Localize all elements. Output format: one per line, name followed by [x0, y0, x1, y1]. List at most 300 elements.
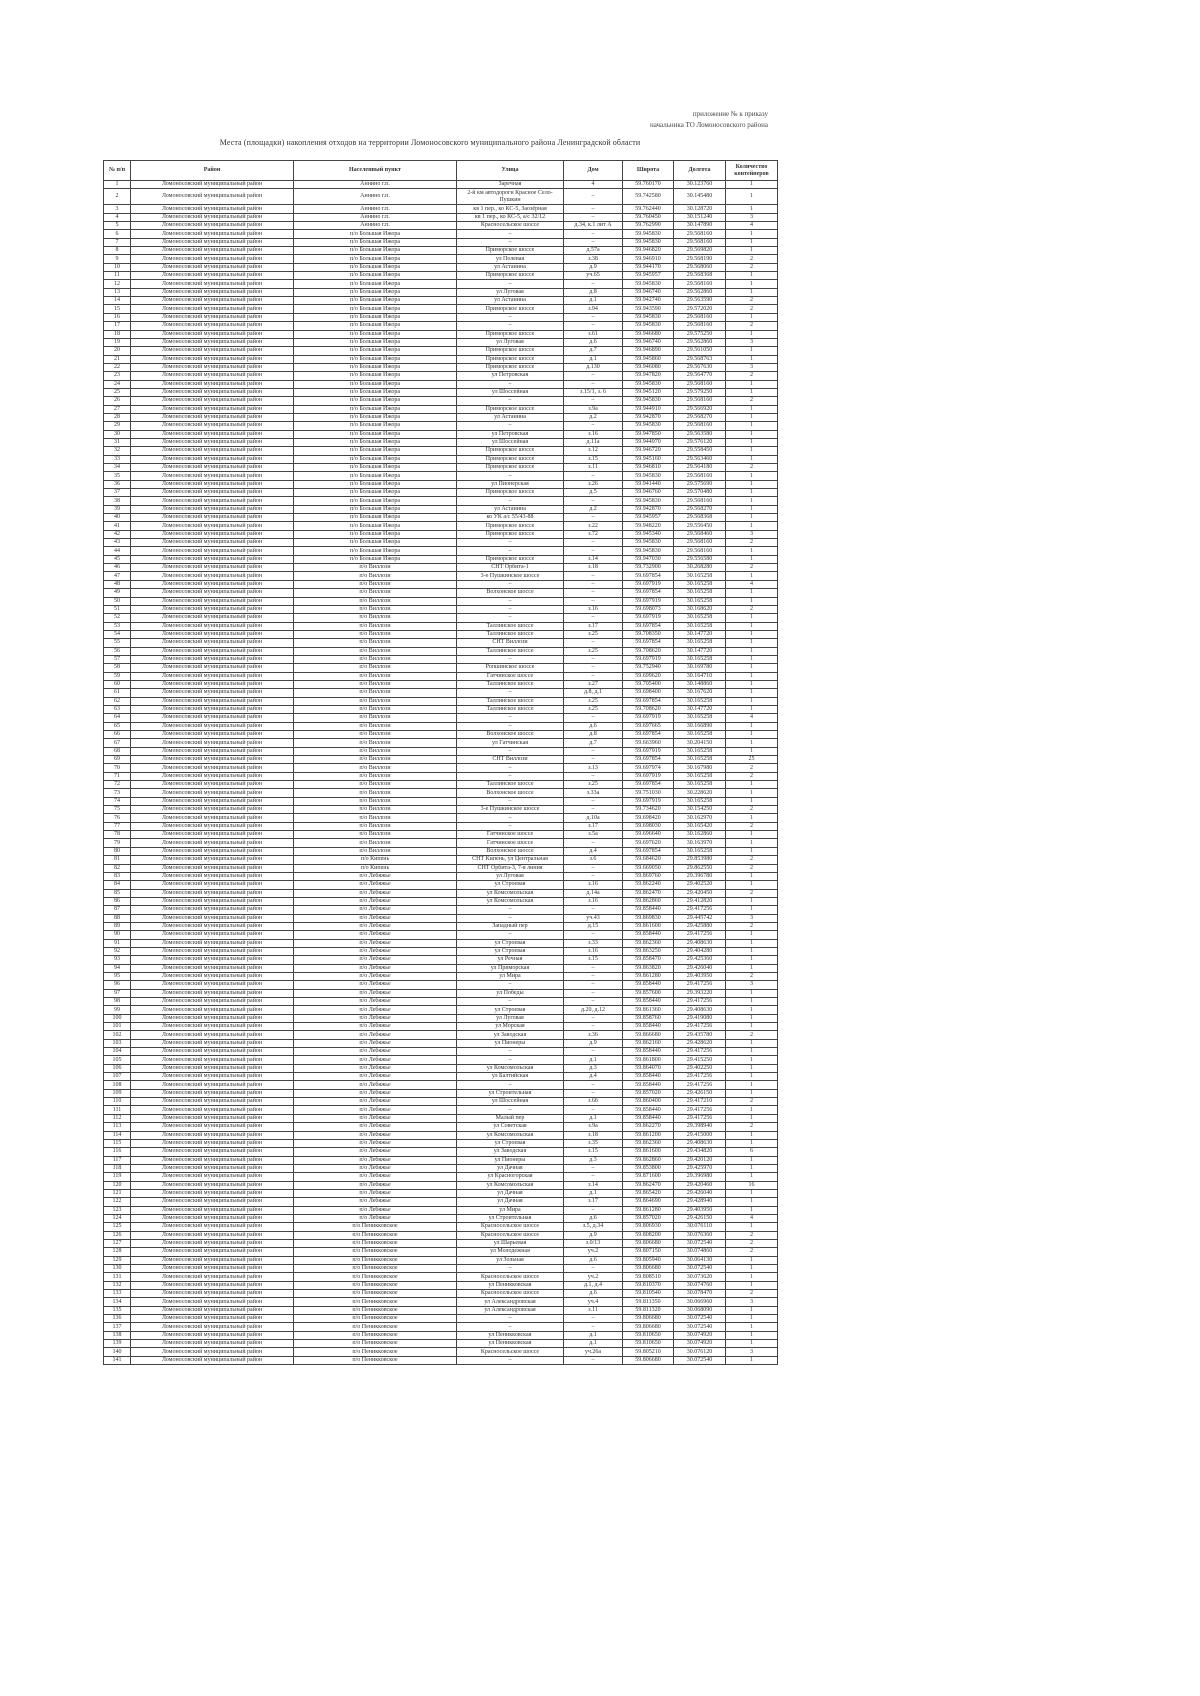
cell-street: –: [457, 280, 564, 288]
cell-container-count: 1: [726, 514, 778, 522]
cell-house: –: [564, 1081, 623, 1089]
cell-container-count: 1: [726, 489, 778, 497]
cell-district: Ломоносовский муниципальный район: [131, 1164, 294, 1172]
cell-latitude: 59.945830: [623, 238, 674, 246]
cell-latitude: 59.858440: [623, 998, 674, 1006]
cell-street: ул Заводская: [457, 1148, 564, 1156]
cell-street: Приморское шоссе: [457, 522, 564, 530]
cell-street: –: [457, 981, 564, 989]
cell-longitude: 29.412820: [674, 897, 726, 905]
cell-street: –: [457, 497, 564, 505]
cell-longitude: 30.128720: [674, 205, 726, 213]
cell-number: 14: [104, 297, 131, 305]
cell-street: Таллинское шоссе: [457, 680, 564, 688]
cell-district: Ломоносовский муниципальный район: [131, 372, 294, 380]
cell-district: Ломоносовский муниципальный район: [131, 806, 294, 814]
cell-house: з.33: [564, 939, 623, 947]
table-row: [104, 655, 778, 663]
cell-house: з.0/13: [564, 1239, 623, 1247]
cell-longitude: 30.165258: [674, 781, 726, 789]
cell-street: –: [457, 597, 564, 605]
cell-settlement: п/о Виллози: [294, 705, 457, 713]
cell-house: з.14: [564, 555, 623, 563]
cell-street: Таллинское шоссе: [457, 647, 564, 655]
cell-street: –: [457, 822, 564, 830]
cell-latitude: 59.858440: [623, 906, 674, 914]
cell-street: Приморское шоссе: [457, 405, 564, 413]
cell-settlement: п/о Лебяжье: [294, 947, 457, 955]
cell-latitude: 59.947030: [623, 555, 674, 563]
cell-street: ул Шоссейная: [457, 1098, 564, 1106]
cell-district: Ломоносовский муниципальный район: [131, 697, 294, 705]
cell-house: д.10а: [564, 814, 623, 822]
cell-house: д.3: [564, 1064, 623, 1072]
cell-longitude: 29.569820: [674, 247, 726, 255]
table-row: [104, 489, 778, 497]
cell-settlement: п/о Пеникковское: [294, 1348, 457, 1356]
cell-container-count: 1: [726, 313, 778, 321]
cell-latitude: 59.663960: [623, 739, 674, 747]
cell-settlement: п/о Виллози: [294, 847, 457, 855]
cell-latitude: 59.869830: [623, 914, 674, 922]
cell-number: 6: [104, 230, 131, 238]
cell-latitude: 59.806930: [623, 1223, 674, 1231]
cell-container-count: 1: [726, 647, 778, 655]
cell-street: –: [457, 230, 564, 238]
cell-street: Приморское шоссе: [457, 530, 564, 538]
cell-district: Ломоносовский муниципальный район: [131, 781, 294, 789]
cell-container-count: 1: [726, 1156, 778, 1164]
cell-latitude: 59.858440: [623, 981, 674, 989]
cell-latitude: 59.944970: [623, 438, 674, 446]
cell-number: 28: [104, 413, 131, 421]
table-row: [104, 522, 778, 530]
cell-container-count: 1: [726, 181, 778, 189]
cell-container-count: 2: [726, 1031, 778, 1039]
cell-house: уч.26а: [564, 1348, 623, 1356]
cell-latitude: 59.762990: [623, 222, 674, 230]
cell-latitude: 59.861800: [623, 1056, 674, 1064]
table-row: [104, 914, 778, 922]
cell-district: Ломоносовский муниципальный район: [131, 1256, 294, 1264]
cell-container-count: 2: [726, 372, 778, 380]
cell-settlement: п/о Виллози: [294, 814, 457, 822]
cell-longitude: 30.165258: [674, 697, 726, 705]
cell-district: Ломоносовский муниципальный район: [131, 714, 294, 722]
cell-house: д.34, к.1 лит А: [564, 222, 623, 230]
cell-street: ул Морская: [457, 1023, 564, 1031]
cell-latitude: 59.751030: [623, 789, 674, 797]
cell-longitude: 29.570480: [674, 489, 726, 497]
cell-street: Волхонское шоссе: [457, 589, 564, 597]
cell-latitude: 59.946080: [623, 363, 674, 371]
cell-settlement: п/о Пеникковское: [294, 1315, 457, 1323]
cell-district: Ломоносовский муниципальный район: [131, 597, 294, 605]
cell-house: д.5: [564, 489, 623, 497]
cell-longitude: 30.072540: [674, 1356, 726, 1364]
cell-longitude: 29.568160: [674, 322, 726, 330]
cell-house: –: [564, 747, 623, 755]
cell-number: 49: [104, 589, 131, 597]
cell-house: з.5, д.34: [564, 1223, 623, 1231]
cell-house: з.18: [564, 564, 623, 572]
table-row: [104, 605, 778, 613]
cell-district: Ломоносовский муниципальный район: [131, 1198, 294, 1206]
cell-container-count: 1: [726, 522, 778, 530]
cell-district: Ломоносовский муниципальный район: [131, 555, 294, 563]
cell-settlement: Аннино г.п.: [294, 189, 457, 205]
cell-settlement: п/о Виллози: [294, 722, 457, 730]
cell-latitude: 59.946820: [623, 247, 674, 255]
cell-house: з.16: [564, 605, 623, 613]
cell-street: –: [457, 931, 564, 939]
cell-street: ул Александровская: [457, 1298, 564, 1306]
cell-district: Ломоносовский муниципальный район: [131, 589, 294, 597]
cell-number: 111: [104, 1106, 131, 1114]
cell-number: 26: [104, 397, 131, 405]
cell-container-count: 1: [726, 1164, 778, 1172]
cell-house: –: [564, 655, 623, 663]
cell-container-count: 1: [726, 589, 778, 597]
cell-number: 64: [104, 714, 131, 722]
cell-street: –: [457, 655, 564, 663]
cell-house: з.25: [564, 647, 623, 655]
cell-longitude: 29.420460: [674, 1181, 726, 1189]
table-row: [104, 897, 778, 905]
cell-number: 119: [104, 1173, 131, 1181]
cell-settlement: п/о Пеникковское: [294, 1273, 457, 1281]
cell-number: 24: [104, 380, 131, 388]
cell-number: 96: [104, 981, 131, 989]
cell-latitude: 59.697854: [623, 756, 674, 764]
cell-latitude: 59.708350: [623, 630, 674, 638]
cell-street: Красносельское шоссе: [457, 1223, 564, 1231]
table-row: [104, 272, 778, 280]
cell-house: –: [564, 672, 623, 680]
cell-longitude: 30.072540: [674, 1323, 726, 1331]
cell-street: –: [457, 689, 564, 697]
cell-street: Красносельское шоссе: [457, 1348, 564, 1356]
cell-district: Ломоносовский муниципальный район: [131, 1148, 294, 1156]
cell-number: 55: [104, 639, 131, 647]
cell-street: ул Приморская: [457, 964, 564, 972]
cell-district: Ломоносовский муниципальный район: [131, 1048, 294, 1056]
cell-longitude: 30.074920: [674, 1331, 726, 1339]
cell-container-count: 1: [726, 572, 778, 580]
cell-street: ул Строевая: [457, 939, 564, 947]
cell-number: 47: [104, 572, 131, 580]
cell-longitude: 29.408630: [674, 1006, 726, 1014]
cell-house: д.8: [564, 731, 623, 739]
cell-settlement: п/о Лебяжье: [294, 1039, 457, 1047]
cell-district: Ломоносовский муниципальный район: [131, 1206, 294, 1214]
cell-number: 9: [104, 255, 131, 263]
cell-latitude: 59.697665: [623, 722, 674, 730]
cell-settlement: п/о Большая Ижора: [294, 522, 457, 530]
table-row: [104, 597, 778, 605]
table-row: [104, 722, 778, 730]
cell-street: ул Мира: [457, 972, 564, 980]
cell-container-count: 3: [726, 338, 778, 346]
cell-latitude: 59.945160: [623, 455, 674, 463]
cell-number: 50: [104, 597, 131, 605]
cell-street: ул Советская: [457, 1123, 564, 1131]
cell-container-count: 1: [726, 472, 778, 480]
collection-sites-table: [103, 160, 778, 1365]
cell-longitude: 29.562860: [674, 288, 726, 296]
cell-number: 108: [104, 1081, 131, 1089]
cell-container-count: 2: [726, 263, 778, 271]
cell-district: Ломоносовский муниципальный район: [131, 1073, 294, 1081]
cell-longitude: 29.417256: [674, 1114, 726, 1122]
cell-latitude: 59.811350: [623, 1298, 674, 1306]
cell-container-count: 2: [726, 1248, 778, 1256]
cell-container-count: 1: [726, 1273, 778, 1281]
table-row: [104, 189, 778, 205]
cell-longitude: 29.568368: [674, 514, 726, 522]
cell-number: 109: [104, 1089, 131, 1097]
cell-settlement: п/о Большая Ижора: [294, 272, 457, 280]
cell-container-count: 1: [726, 447, 778, 455]
table-row: [104, 872, 778, 880]
cell-house: з.16: [564, 430, 623, 438]
cell-number: 51: [104, 605, 131, 613]
cell-house: –: [564, 238, 623, 246]
cell-settlement: п/о Лебяжье: [294, 972, 457, 980]
cell-street: –: [457, 722, 564, 730]
cell-street: Заречная: [457, 181, 564, 189]
cell-district: Ломоносовский муниципальный район: [131, 672, 294, 680]
cell-number: 5: [104, 222, 131, 230]
cell-container-count: 2: [726, 539, 778, 547]
table-row: [104, 822, 778, 830]
cell-latitude: 59.858440: [623, 1114, 674, 1122]
cell-container-count: 1: [726, 1340, 778, 1348]
cell-longitude: 30.162970: [674, 814, 726, 822]
cell-house: з.17: [564, 822, 623, 830]
cell-latitude: 59.858440: [623, 1081, 674, 1089]
cell-latitude: 59.696640: [623, 831, 674, 839]
cell-container-count: 1: [726, 906, 778, 914]
cell-district: Ломоносовский муниципальный район: [131, 1081, 294, 1089]
cell-number: 68: [104, 747, 131, 755]
cell-longitude: 29.579250: [674, 388, 726, 396]
cell-number: 29: [104, 422, 131, 430]
cell-latitude: 59.853800: [623, 1164, 674, 1172]
cell-house: з.72: [564, 530, 623, 538]
cell-longitude: 29.434820: [674, 1148, 726, 1156]
cell-street: ул Пеникковская: [457, 1340, 564, 1348]
cell-longitude: 30.148860: [674, 680, 726, 688]
cell-number: 93: [104, 956, 131, 964]
cell-container-count: 1: [726, 247, 778, 255]
cell-street: ул Луговая: [457, 1014, 564, 1022]
cell-longitude: 29.556580: [674, 555, 726, 563]
cell-number: 100: [104, 1014, 131, 1022]
cell-settlement: п/о Большая Ижора: [294, 297, 457, 305]
cell-container-count: 1: [726, 1256, 778, 1264]
cell-settlement: п/о Виллози: [294, 739, 457, 747]
cell-latitude: 59.697854: [623, 572, 674, 580]
cell-container-count: 4: [726, 714, 778, 722]
cell-longitude: 29.408630: [674, 939, 726, 947]
cell-district: Ломоносовский муниципальный район: [131, 255, 294, 263]
cell-district: Ломоносовский муниципальный район: [131, 322, 294, 330]
cell-number: 81: [104, 856, 131, 864]
cell-street: Приморское шоссе: [457, 347, 564, 355]
cell-longitude: 29.404280: [674, 947, 726, 955]
table-row: [104, 405, 778, 413]
cell-number: 139: [104, 1340, 131, 1348]
header-house: Дом: [564, 161, 623, 181]
table-row: [104, 430, 778, 438]
cell-container-count: 3: [726, 530, 778, 538]
cell-street: ул Комсомольская: [457, 889, 564, 897]
cell-longitude: 30.165258: [674, 597, 726, 605]
cell-house: з.26: [564, 480, 623, 488]
header-container-count: Количество контейнеров: [726, 161, 778, 181]
cell-house: д.4: [564, 1073, 623, 1081]
cell-street: ул Дачная: [457, 1164, 564, 1172]
cell-settlement: п/о Большая Ижора: [294, 472, 457, 480]
cell-house: з.14: [564, 1181, 623, 1189]
cell-longitude: 29.417256: [674, 1048, 726, 1056]
cell-number: 8: [104, 247, 131, 255]
cell-number: 17: [104, 322, 131, 330]
table-row: [104, 781, 778, 789]
cell-settlement: п/о Большая Ижора: [294, 263, 457, 271]
cell-container-count: 1: [726, 664, 778, 672]
cell-container-count: 1: [726, 839, 778, 847]
cell-number: 124: [104, 1214, 131, 1222]
cell-district: Ломоносовский муниципальный район: [131, 664, 294, 672]
cell-number: 133: [104, 1290, 131, 1298]
table-row: [104, 1131, 778, 1139]
cell-latitude: 59.698073: [623, 605, 674, 613]
cell-longitude: 29.393220: [674, 989, 726, 997]
cell-street: Таллинское шоссе: [457, 697, 564, 705]
cell-district: Ломоносовский муниципальный район: [131, 989, 294, 997]
cell-latitude: 59.862860: [623, 1156, 674, 1164]
cell-district: Ломоносовский муниципальный район: [131, 530, 294, 538]
cell-settlement: Аннино г.п.: [294, 213, 457, 221]
cell-settlement: п/о Лебяжье: [294, 1131, 457, 1139]
cell-house: з.33а: [564, 789, 623, 797]
cell-settlement: Аннино г.п.: [294, 222, 457, 230]
cell-district: Ломоносовский муниципальный район: [131, 981, 294, 989]
table-row: [104, 1039, 778, 1047]
cell-latitude: 59.705400: [623, 680, 674, 688]
table-row: [104, 580, 778, 588]
cell-street: СНТ Орбита-1: [457, 564, 564, 572]
cell-container-count: 1: [726, 881, 778, 889]
table-row: [104, 731, 778, 739]
cell-latitude: 59.945957: [623, 272, 674, 280]
table-row: [104, 222, 778, 230]
cell-number: 97: [104, 989, 131, 997]
cell-street: ул Шоссейная: [457, 438, 564, 446]
cell-container-count: 1: [726, 1081, 778, 1089]
cell-house: –: [564, 714, 623, 722]
cell-street: ул Луговая: [457, 872, 564, 880]
cell-number: 32: [104, 447, 131, 455]
cell-house: д.2: [564, 413, 623, 421]
cell-settlement: п/о Лебяжье: [294, 872, 457, 880]
cell-district: Ломоносовский муниципальный район: [131, 1298, 294, 1306]
cell-house: з.5а: [564, 831, 623, 839]
cell-container-count: 1: [726, 672, 778, 680]
cell-district: Ломоносовский муниципальный район: [131, 881, 294, 889]
cell-settlement: п/о Кипень: [294, 856, 457, 864]
table-row: [104, 697, 778, 705]
cell-latitude: 59.697854: [623, 731, 674, 739]
cell-longitude: 29.568160: [674, 313, 726, 321]
cell-house: з.11: [564, 464, 623, 472]
cell-settlement: п/о Большая Ижора: [294, 438, 457, 446]
cell-district: Ломоносовский муниципальный район: [131, 1089, 294, 1097]
cell-district: Ломоносовский муниципальный район: [131, 313, 294, 321]
cell-settlement: п/о Большая Ижора: [294, 322, 457, 330]
cell-house: –: [564, 547, 623, 555]
table-row: [104, 422, 778, 430]
cell-house: –: [564, 972, 623, 980]
cell-latitude: 59.811320: [623, 1306, 674, 1314]
cell-longitude: 29.562860: [674, 338, 726, 346]
cell-number: 27: [104, 405, 131, 413]
cell-house: д.1: [564, 355, 623, 363]
cell-number: 136: [104, 1315, 131, 1323]
cell-street: Приморское шоссе: [457, 447, 564, 455]
cell-street: ул Строительная: [457, 1214, 564, 1222]
cell-number: 54: [104, 630, 131, 638]
cell-district: Ломоносовский муниципальный район: [131, 1139, 294, 1147]
table-row: [104, 1265, 778, 1273]
table-row: [104, 1164, 778, 1172]
cell-settlement: п/о Большая Ижора: [294, 530, 457, 538]
cell-street: –: [457, 714, 564, 722]
cell-district: Ломоносовский муниципальный район: [131, 1106, 294, 1114]
cell-container-count: 1: [726, 964, 778, 972]
cell-district: Ломоносовский муниципальный район: [131, 1023, 294, 1031]
table-row: [104, 1073, 778, 1081]
cell-number: 94: [104, 964, 131, 972]
cell-container-count: 1: [726, 480, 778, 488]
cell-settlement: п/о Лебяжье: [294, 881, 457, 889]
cell-house: –: [564, 1164, 623, 1172]
cell-container-count: 2: [726, 864, 778, 872]
cell-district: Ломоносовский муниципальный район: [131, 205, 294, 213]
cell-house: д.7: [564, 347, 623, 355]
cell-district: Ломоносовский муниципальный район: [131, 747, 294, 755]
cell-longitude: 29.568190: [674, 255, 726, 263]
cell-settlement: п/о Кипень: [294, 864, 457, 872]
cell-longitude: 29.417256: [674, 1106, 726, 1114]
cell-settlement: п/о Лебяжье: [294, 1014, 457, 1022]
cell-number: 56: [104, 647, 131, 655]
cell-container-count: 1: [726, 272, 778, 280]
cell-longitude: 29.567630: [674, 363, 726, 371]
cell-longitude: 30.076360: [674, 1231, 726, 1239]
cell-settlement: п/о Виллози: [294, 580, 457, 588]
cell-house: –: [564, 1089, 623, 1097]
cell-district: Ломоносовский муниципальный район: [131, 731, 294, 739]
cell-house: з.15/1, з. 6: [564, 388, 623, 396]
cell-district: Ломоносовский муниципальный район: [131, 564, 294, 572]
cell-settlement: п/о Лебяжье: [294, 1089, 457, 1097]
cell-longitude: 29.435780: [674, 1031, 726, 1039]
table-row: [104, 714, 778, 722]
cell-settlement: п/о Лебяжье: [294, 914, 457, 922]
